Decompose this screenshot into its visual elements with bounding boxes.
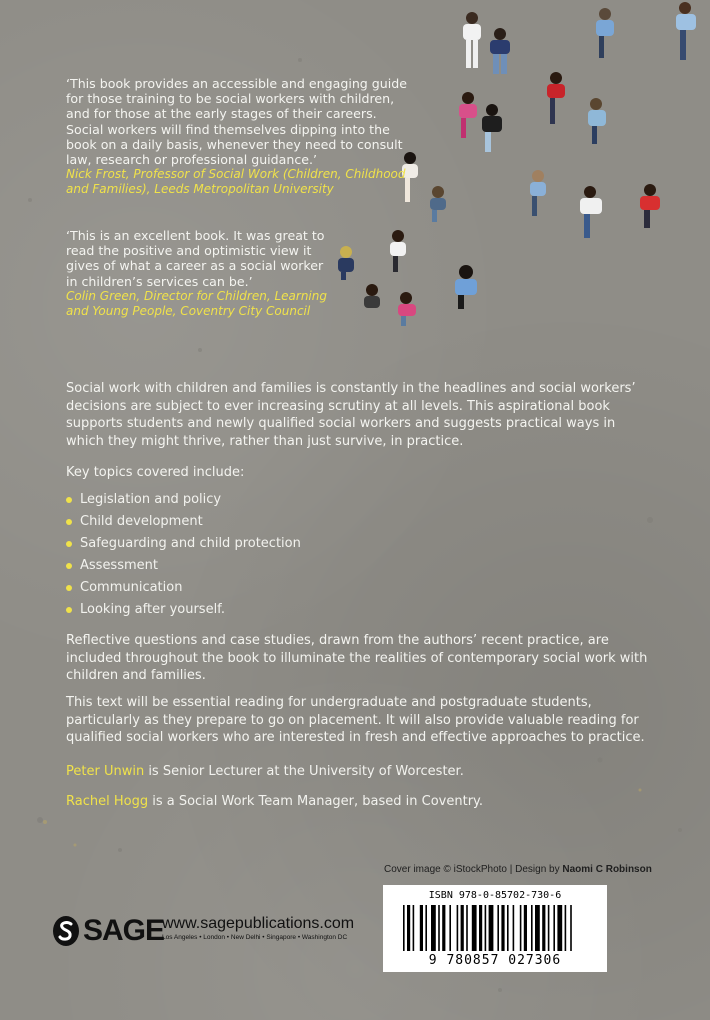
barcode-bar — [570, 905, 572, 951]
barcode-bar — [457, 905, 459, 951]
barcode-bar — [442, 905, 445, 951]
barcode-bar — [565, 905, 567, 951]
person-figure — [596, 8, 614, 58]
barcode-bar — [485, 905, 487, 951]
barcode-bar — [557, 905, 562, 951]
isbn-number: ISBN 978-0-85702-730-6 — [428, 890, 562, 901]
barcode-bar — [501, 905, 504, 951]
quote-attribution: Colin Green, Director for Children, Learning and Young People, Coventry City Council — [66, 288, 327, 318]
person-figure — [640, 184, 660, 228]
person-figure — [430, 186, 446, 222]
designer-name: Naomi C Robinson — [562, 864, 652, 875]
barcode-bar — [449, 905, 451, 951]
bullet-icon — [66, 563, 72, 569]
barcode-bar — [524, 905, 527, 951]
list-item: Safeguarding and child protection — [66, 533, 301, 555]
bullet-icon — [66, 519, 72, 525]
author-name: Rachel Hogg — [66, 794, 149, 809]
sage-logo — [52, 914, 164, 948]
barcode-bar — [542, 905, 545, 951]
list-item: Legislation and policy — [66, 489, 301, 511]
author-bio-hogg — [66, 794, 483, 809]
publisher-url[interactable]: www.sagepublications.com — [162, 915, 355, 932]
bullet-icon — [66, 607, 72, 613]
person-figure — [676, 2, 696, 60]
description-paragraph: Social work with children and families is constantly in the headlines and social workers’ decisions are subject to ever increasing scrutiny at all levels. This aspirational book supports students and newly qualified social workers and suggests practical ways in which they might thrive, rather than just survive, in practice. — [66, 381, 636, 449]
list-item: Child development — [66, 511, 301, 533]
person-figure — [530, 170, 546, 216]
barcode-bar — [548, 905, 550, 951]
cover-credit: Cover image © iStockPhoto | Design by Naomi C Robinson — [384, 864, 652, 875]
person-figure — [338, 246, 354, 280]
person-figure — [390, 230, 406, 272]
quote-block-green — [66, 228, 336, 319]
bullet-icon — [66, 541, 72, 547]
barcode-bar — [466, 905, 468, 951]
barcode-bar — [535, 905, 540, 951]
person-figure — [463, 12, 481, 68]
person-figure — [364, 284, 380, 308]
barcode-bar — [438, 905, 440, 951]
quote-text: ‘This is an excellent book. It was great to read the positive and optimistic view it gives of what a career as a social worker in children’s services can be.’ — [66, 228, 325, 289]
list-item: Communication — [66, 577, 301, 599]
person-figure — [482, 104, 502, 152]
barcode-bar — [497, 905, 499, 951]
barcode-bar — [407, 905, 410, 951]
sage-wordmark: SAGE — [83, 914, 165, 947]
barcode-bar — [472, 905, 477, 951]
barcode-bar — [461, 905, 464, 951]
barcode-bar — [520, 905, 522, 951]
barcode-bar — [479, 905, 482, 951]
barcode-bar — [425, 905, 427, 951]
barcode-bar — [553, 905, 555, 951]
barcode-bar — [420, 905, 423, 951]
quote-text: ‘This book provides an accessible and engaging guide for those training to be social workers with children, and for those at the early stages of their careers. Social workers will find themselves dipping into the book on a daily basis, whenever they need to consult law, research or professional guidance.’ — [66, 76, 408, 168]
barcode-bar — [403, 905, 405, 951]
quote-attribution: Nick Frost, Professor of Social Work (Children, Childhood and Families), Leeds Metropolitan University — [66, 167, 406, 197]
list-item: Assessment — [66, 555, 301, 577]
quote-block-frost — [66, 76, 416, 197]
isbn-barcode — [383, 885, 607, 972]
author-bio: is Senior Lecturer at the University of Worcester. — [144, 764, 464, 779]
bullet-icon — [66, 585, 72, 591]
person-figure — [490, 28, 510, 74]
person-figure — [455, 265, 477, 309]
barcode-bar — [431, 905, 436, 951]
author-bio: is a Social Work Team Manager, based in Coventry. — [148, 794, 484, 809]
ean-number: 9 780857 027306 — [428, 953, 562, 968]
barcode-bar — [531, 905, 533, 951]
key-topics-heading: Key topics covered include: — [66, 465, 245, 480]
publisher-cities: Los Angeles • London • New Delhi • Singapore • Washington DC — [162, 934, 348, 941]
person-figure — [580, 186, 602, 238]
author-bio-unwin — [66, 764, 464, 779]
essential-reading-paragraph: This text will be essential reading for undergraduate and postgraduate students, particularly as they prepare to go on placement. It will also provide valuable reading for qualified social workers who are interested in fresh and effective approaches to practice. — [66, 695, 645, 745]
bullet-icon — [66, 497, 72, 503]
person-figure — [547, 72, 565, 124]
person-figure — [398, 292, 416, 326]
barcode-bar — [413, 905, 415, 951]
barcode-bar — [513, 905, 515, 951]
reflective-paragraph: Reflective questions and case studies, drawn from the authors’ recent practice, are included throughout the book to illuminate the realities of contemporary social work with children and families. — [66, 633, 648, 683]
author-name: Peter Unwin — [66, 764, 145, 779]
barcode-bar — [489, 905, 494, 951]
person-figure — [459, 92, 477, 138]
person-figure — [588, 98, 606, 144]
key-topics-list — [66, 489, 301, 621]
barcode-bar — [507, 905, 509, 951]
sage-s-icon — [52, 915, 80, 947]
list-item: Looking after yourself. — [66, 599, 301, 621]
